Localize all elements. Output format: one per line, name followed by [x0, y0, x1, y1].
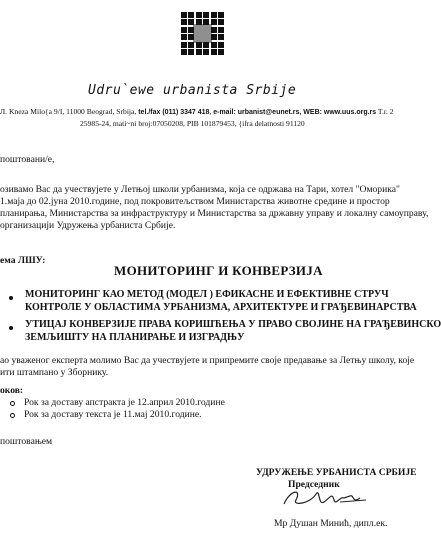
theme-label: ема ЛШУ: — [0, 255, 46, 266]
logo-grid-square — [211, 34, 217, 40]
paragraph-2-line-1: ао уваженог експерта молимо Вас да учествујете и припремите своје предавање за Летњу школу, које — [0, 355, 415, 366]
president-label: Председник — [288, 479, 340, 490]
logo-grid-square — [218, 49, 224, 55]
logo-grid-square — [203, 42, 209, 48]
deadlines-label: оков: — [0, 385, 24, 396]
topic-2-line-2: ЗЕМЉИШТУ НА ПЛАНИРАЊЕ И ИЗГРАДЊУ — [25, 332, 245, 343]
logo-grid-square — [211, 12, 217, 18]
logo-grid-square — [188, 42, 194, 48]
paragraph-1-line-3: планирања, Министарства за инфраструктуру и Министарства за државну управу и локалну самоуправу, — [0, 208, 429, 219]
address-separator: , — [209, 107, 214, 116]
logo-grid-square — [196, 12, 202, 18]
logo-grid-square — [211, 19, 217, 25]
closing: поштовањем — [0, 436, 53, 447]
logo-grid-square — [188, 34, 194, 40]
deadline-2: Рок за доставу текста је 11.мај 2010.године. — [24, 409, 202, 420]
logo-grid-square — [181, 27, 187, 33]
email-web: e-mail: urbanist@eunet.rs, WEB: www.uus.org.rs — [213, 109, 377, 116]
paragraph-1-line-4: организацији Удружења урбаниста Србије. — [0, 220, 176, 231]
organization-name: Udru`ewe urbanista Srbije — [88, 83, 297, 98]
logo-grid-square — [196, 19, 202, 25]
logo-grid-square — [218, 27, 224, 33]
logo-grid-square — [203, 19, 209, 25]
logo-grid-square — [181, 42, 187, 48]
account-number-start: T.r. 2 — [376, 107, 394, 116]
logo-grid-square — [203, 49, 209, 55]
logo-grid-square — [218, 19, 224, 25]
deadline-1: Рок за доставу апстракта је 12.април 2010.године — [24, 397, 225, 408]
logo-grid-square — [218, 34, 224, 40]
address-text: Л. Kneza Milo{a 9/I, 11000 Beograd, Srbija, — [0, 107, 139, 116]
logo-grid-square — [181, 49, 187, 55]
logo-grid-square — [203, 12, 209, 18]
logo-grid-square — [218, 42, 224, 48]
topic-2-line-1: УТИЦАЈ КОНВЕРЗИЈЕ ПРАВА КОРИШЋЕЊА У ПРАВО СВОЈИНЕ НА ГРАЂЕВИНСКО — [25, 319, 441, 330]
logo-center-square — [193, 24, 212, 43]
address-line-2: 25985-24, mati~ni broj:07050208, PIB 101879453, {ifra delatnosti 91120 — [80, 119, 305, 128]
topic-1-line-2: КОНТРОЛЕ У ОБЛАСТИМА УРБАНИЗМА, АРХИТЕКТУРЕ И ГРАЂЕВИНАРСТВА — [25, 302, 417, 313]
topic-1-bullet — [9, 296, 13, 300]
signatory-name: Мр Душан Минић, дипл.ек. — [274, 518, 388, 529]
paragraph-1-line-1: озивамо Вас да учествујете у Летњој школи урбанизма, која се одржава на Тари, хотел "Оморика" — [0, 184, 400, 195]
topic-1-line-1: МОНИТОРИНГ КАО МЕТОД (МОДЕЛ ) ЕФИКАСНЕ И ЕФЕКТИВНЕ СТРУЧ — [25, 289, 389, 300]
phone-fax: tel./fax (011) 3347 418 — [138, 109, 210, 116]
paragraph-1-line-2: 1.маја до 02.јуна 2010.године, под покровитељством Министарства животне средине и простор — [0, 196, 390, 207]
logo-grid-square — [218, 12, 224, 18]
paragraph-2-line-2: ити штампано у Зборнику. — [0, 367, 109, 378]
logo-grid-square — [181, 19, 187, 25]
organization-signature: УДРУЖЕЊЕ УРБАНИСТА СРБИЈЕ — [256, 467, 417, 478]
logo-grid-square — [211, 49, 217, 55]
logo-grid-square — [196, 42, 202, 48]
logo-grid-square — [188, 19, 194, 25]
main-title: МОНИТОРИНГ И КОНВЕРЗИЈА — [114, 263, 323, 278]
logo-grid-square — [181, 12, 187, 18]
logo-grid-square — [188, 49, 194, 55]
logo-grid-square — [196, 49, 202, 55]
deadline-1-bullet — [10, 401, 15, 406]
salutation: поштовани/е, — [0, 154, 55, 165]
logo-grid-square — [181, 34, 187, 40]
deadline-2-bullet — [10, 413, 15, 418]
handwritten-signature — [280, 480, 370, 510]
association-logo — [181, 12, 224, 55]
logo-grid-square — [211, 42, 217, 48]
logo-grid-square — [188, 12, 194, 18]
logo-grid-square — [188, 27, 194, 33]
address-line-1 — [0, 107, 394, 116]
topic-2-bullet — [9, 326, 13, 330]
logo-grid-square — [211, 27, 217, 33]
